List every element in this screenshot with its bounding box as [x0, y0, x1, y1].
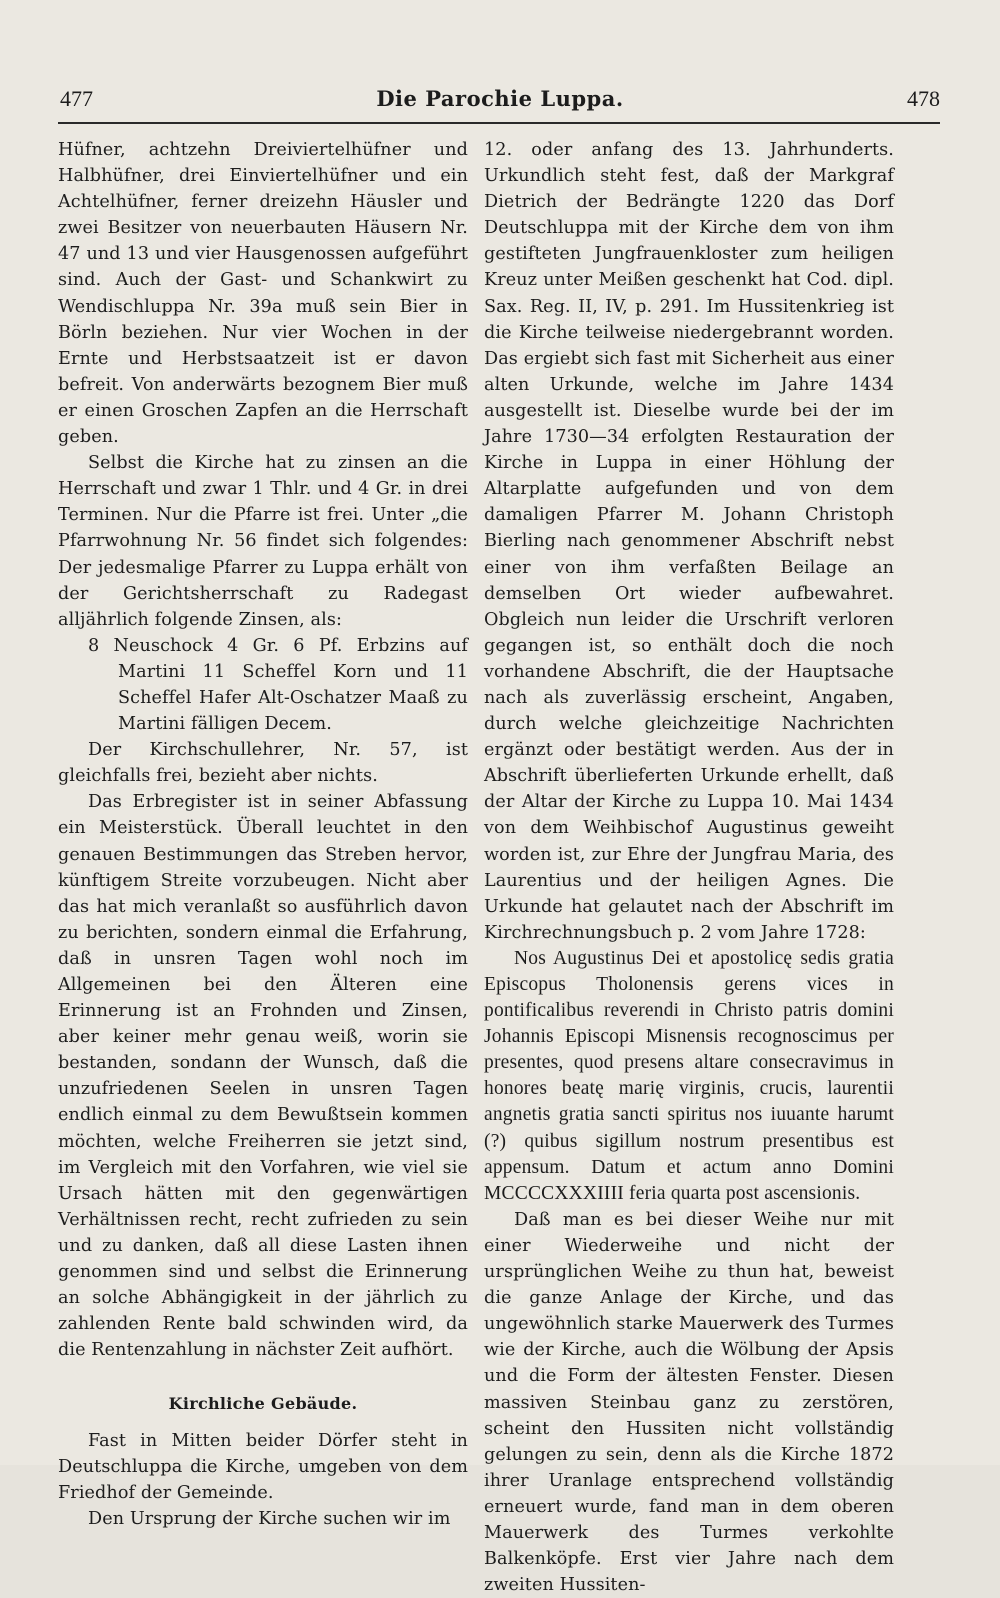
section-heading: Kirchliche Gebäude.: [168, 1394, 358, 1414]
latin-charter-quote: Nos Augustinus Dei et apostolicę sedis gratia Episcopus Tholonensis gerens vices in pontificalibus reverendi in Christo patris domini Johannis Episcopi Misnensis recognoscimus per presentes, quod presens altare consecravimus in honores beatę marię virginis, crucis, laurentii angnetis gratia sancti spiritus nos iuuante harumt (?) quibus sigillum nostrum presentibus est appensum. Datum et actum anno Domini MCCCCXXXIIII feria quarta post ascensionis.: [484, 947, 894, 1204]
paragraph: 12. oder anfang des 13. Jahrhunderts. Urkundlich steht fest, daß der Markgraf Dietrich der Bedrängte 1220 das Dorf Deutschluppa mit der Kirche dem von ihm gestifteten Jungfrauenkloster zum heiligen Kreuz unter Meißen geschenkt hat Cod. dipl. Sax. Reg. II, IV, p. 291. Im Hussitenkrieg ist die Kirche teilweise niedergebrannt worden. Das ergiebt sich fast mit Sicherheit aus einer alten Urkunde, welche im Jahre 1434 ausgestellt ist. Dieselbe wurde bei der im Jahre 1730—34 erfolgten Restauration der Kirche in Luppa in einer Höhlung der Altarplatte aufgefunden und von dem damaligen Pfarrer M. Johann Christoph Bierling nach genommener Abschrift nebst einer von ihm verfaßten Beilage an demselben Ort wieder aufbewahret. Obgleich nun leider die Urschrift verloren gegangen ist, so enthält doch die noch vorhandene Abschrift, die der Hauptsache nach als zuverlässig erscheint, Angaben, durch welche gleichzeitige Nachrichten ergänzt oder bestätigt werden. Aus der in Abschrift überlieferten Urkunde erhellt, daß der Altar der Kirche zu Luppa 10. Mai 1434 von dem Weihbischof Augustinus geweiht worden ist, zur Ehre der Jungfrau Maria, des Laurentius und der heiligen Agnes. Die Urkunde hat gelautet nach der Abschrift im Kirchrechnungsbuch p. 2 vom Jahre 1728:: [484, 140, 894, 943]
right-column: [484, 137, 894, 1598]
paragraph: Das Erbregister ist in seiner Abfassung ein Meisterstück. Überall leuchtet in den genauen Bestimmungen das Streben hervor, künftigem Streite vorzubeugen. Nicht aber das hat mich veranlaßt so ausführlich davon zu berichten, sondern einmal die Erfahrung, daß in unsren Tagen wohl noch im Allgemeinen bei den Älteren eine Erinnerung ist an Frohnden und Zinsen, aber keiner mehr genau weiß, worin sie bestanden, sondann der Wunsch, daß die unzufriedenen Seelen in unsren Tagen endlich einmal zu dem Bewußtsein kommen möchten, welche Freiherren sie jetzt sind, im Vergleich mit den Vorfahren, wie viel sie Ursach hätten mit den gegenwärtigen Verhältnissen recht, recht zufrieden zu sein und zu danken, daß all diese Lasten ihnen genommen sind und selbst die Erinnerung an solche Abhängigkeit in der jährlich zu zahlenden Rente bald schwinden wird, da die Rentenzahlung in nächster Zeit aufhört.: [58, 792, 468, 1361]
paragraph: Hüfner, achtzehn Dreiviertelhüfner und Halbhüfner, drei Einviertelhüfner und ein Achtelhüfner, ferner dreizehn Häusler und zwei Besitzer von neuerbauten Häusern Nr. 47 und 13 und vier Hausgenossen aufgeführt sind. Auch der Gast- und Schankwirt zu Wendischluppa Nr. 39a muß sein Bier in Börln beziehen. Nur vier Wochen in der Ernte und Herbstsaatzeit ist er davon befreit. Von anderwärts bezognem Bier muß er einen Groschen Zapfen an die Herrschaft geben.: [58, 140, 468, 448]
left-column: [58, 137, 468, 1532]
paragraph-interest-list: 8 Neuschock 4 Gr. 6 Pf. Erbzins auf Martini 11 Scheffel Korn und 11 Scheffel Hafer Alt-Oschatzer Maaß zu Martini fälligen Decem.: [88, 635, 468, 735]
header-rule: [58, 122, 940, 124]
paragraph: Fast in Mitten beider Dörfer steht in Deutschluppa die Kirche, umgeben von dem Friedhof der Gemeinde.: [58, 1430, 468, 1503]
page-header: [60, 86, 940, 120]
page-number-right: 478: [907, 86, 940, 111]
page-number-left: 477: [60, 86, 93, 111]
paragraph: Selbst die Kirche hat zu zinsen an die Herrschaft und zwar 1 Thlr. und 4 Gr. in drei Terminen. Nur die Pfarre ist frei. Unter „die Pfarrwohnung Nr. 56 findet sich folgendes: Der jedesmalige Pfarrer zu Luppa erhält von der Gerichtsherrschaft zu Radegast alljährlich folgende Zinsen, als:: [58, 453, 468, 630]
paragraph: Der Kirchschullehrer, Nr. 57, ist gleichfalls frei, bezieht aber nichts.: [58, 740, 468, 787]
running-title: Die Parochie Luppa.: [376, 86, 624, 111]
paragraph: Daß man es bei dieser Weihe nur mit einer Wiederweihe und nicht der ursprünglichen Weihe zu thun hat, beweist die ganze Anlage der Kirche, und das ungewöhnlich starke Mauerwerk des Turmes wie der Kirche, auch die Wölbung der Apsis und die Form der ältesten Fenster. Diesen massiven Steinbau ganz zu zerstören, scheint den Hussiten nicht vollständig gelungen zu sein, denn als die Kirche 1872 ihrer Uranlage entsprechend vollständig erneuert wurde, fand man in dem oberen Mauerwerk des Turmes verkohlte Balkenköpfe. Erst vier Jahre nach dem zweiten Hussiten-: [484, 1209, 894, 1596]
paragraph: Den Ursprung der Kirche suchen wir im: [88, 1508, 451, 1529]
